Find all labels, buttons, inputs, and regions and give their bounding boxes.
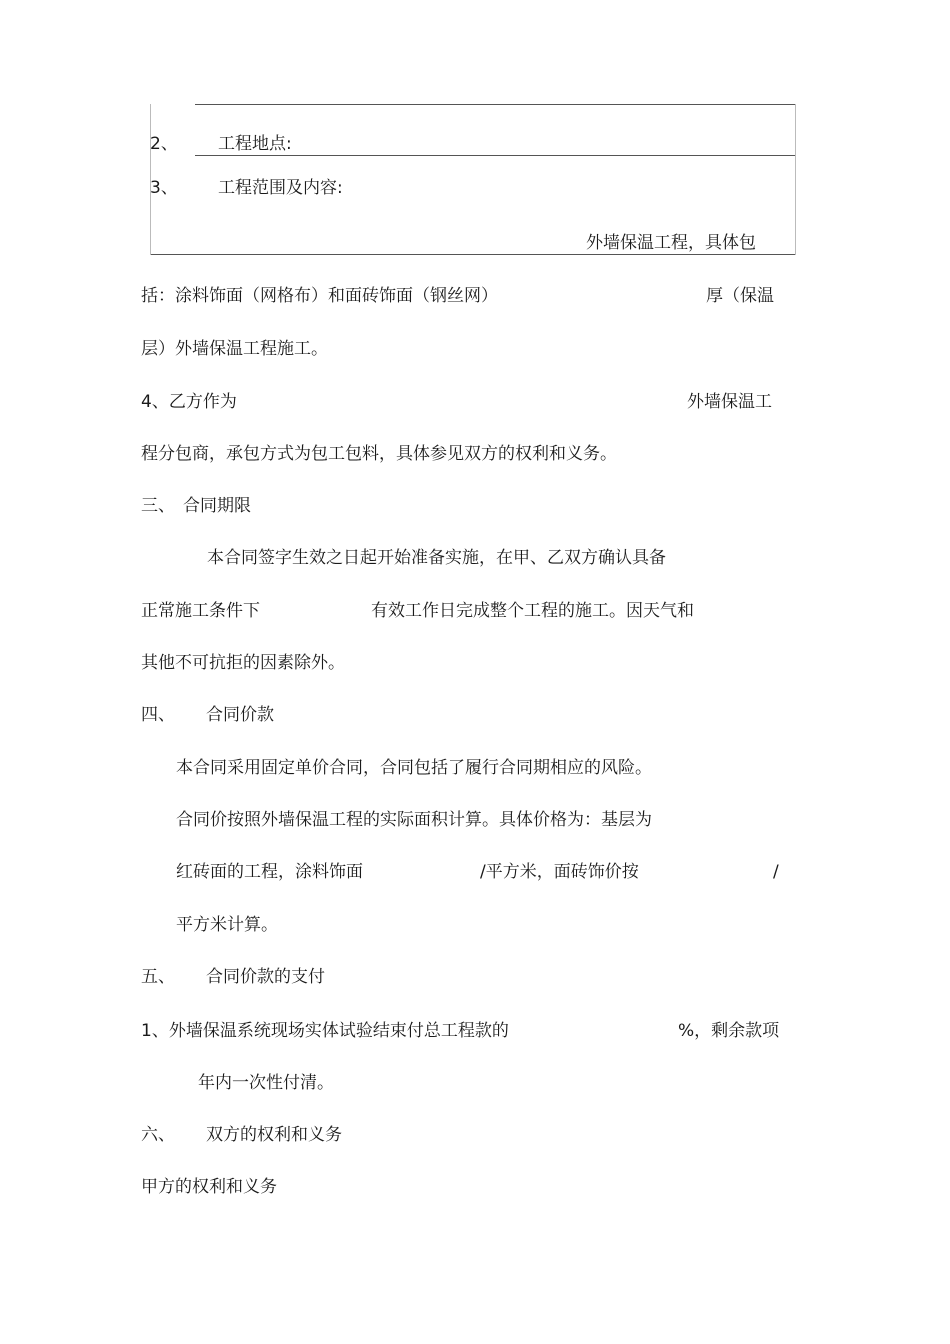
table-right-rule [795,104,796,255]
item3-number: 3、 [150,178,178,198]
item4-line1-right: 外墙保温工 [687,392,772,412]
item3-value: 外墙保温工程，具体包 [586,233,756,253]
section4-line3-b: /平方米，面砖饰价按 [480,862,639,882]
section4-line2: 合同价按照外墙保温工程的实际面积计算。具体价格为：基层为 [176,810,652,830]
section6-title: 双方的权利和义务 [206,1125,342,1145]
section5-line1-right: %，剩余款项 [678,1021,780,1041]
section5-line1-left: 1、外墙保温系统现场实体试验结束付总工程款的 [141,1021,509,1041]
scope-line1-right: 厚（保温 [706,286,774,306]
item2-label: 工程地点: [218,134,292,154]
section5-number: 五、 [141,967,175,987]
item4-line2: 程分包商，承包方式为包工包料，具体参见双方的权利和义务。 [141,444,617,464]
section4-number: 四、 [141,705,175,725]
section3-line3: 其他不可抗拒的因素除外。 [141,653,345,673]
section6-number: 六、 [141,1125,175,1145]
section3-line2-right: 有效工作日完成整个工程的施工。因天气和 [371,601,694,621]
section4-line3-a: 红砖面的工程，涂料饰面 [176,862,363,882]
section3-line2-left: 正常施工条件下 [141,601,260,621]
table-middle-rule [195,155,796,156]
item3-label: 工程范围及内容: [218,178,343,198]
table-bottom-rule [150,254,796,255]
section5-title: 合同价款的支付 [206,967,325,987]
table-top-rule [195,104,796,105]
section3-title: 合同期限 [183,496,251,516]
section3-line1: 本合同签字生效之日起开始准备实施，在甲、乙双方确认具备 [207,548,666,568]
scope-line2: 层）外墙保温工程施工。 [141,339,328,359]
item4-line1-left: 4、乙方作为 [141,392,237,412]
scope-line1-left: 括：涂料饰面（网格布）和面砖饰面（钢丝网） [141,286,498,306]
section4-line3-c: / [773,862,779,882]
section4-title: 合同价款 [206,705,274,725]
item2-number: 2、 [150,134,178,154]
section5-line2: 年内一次性付清。 [198,1073,334,1093]
section6-sub-heading: 甲方的权利和义务 [141,1177,277,1197]
section4-line1: 本合同采用固定单价合同，合同包括了履行合同期相应的风险。 [176,758,652,778]
section3-number: 三、 [141,496,175,516]
section4-line4: 平方米计算。 [176,915,278,935]
